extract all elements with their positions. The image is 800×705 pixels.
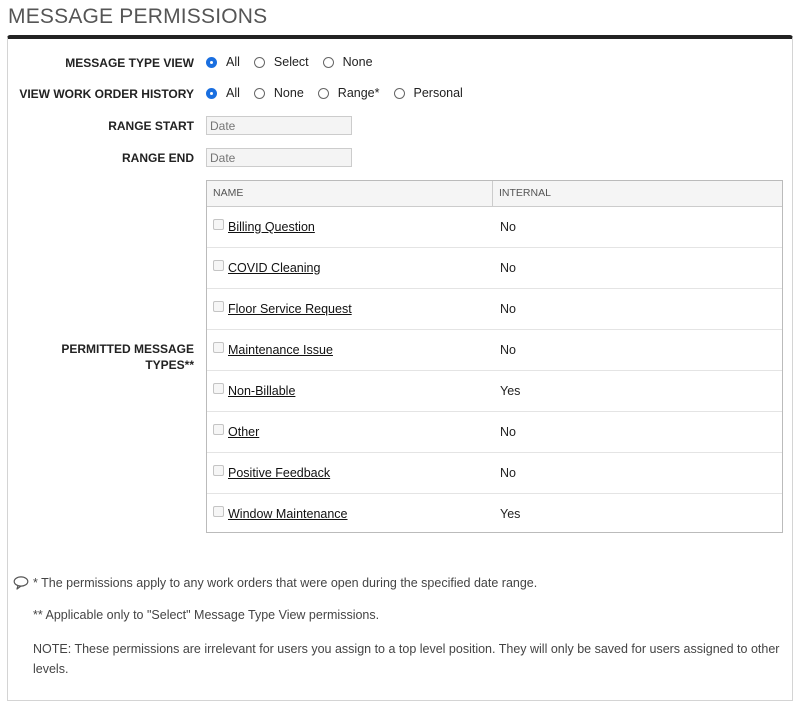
work-order-history-option-all[interactable] [206, 86, 240, 100]
table-row [207, 289, 782, 330]
radio-button[interactable] [318, 88, 329, 99]
view-work-order-history-radio-group [206, 86, 477, 100]
internal-value: No [500, 466, 516, 480]
radio-label: None [273, 86, 304, 100]
internal-value: No [500, 220, 516, 234]
radio-label: None [342, 55, 373, 69]
radio-button[interactable] [206, 57, 217, 68]
table-header [207, 181, 782, 207]
range-start-label: RANGE START [108, 119, 194, 133]
work-order-history-option-personal[interactable] [394, 86, 463, 100]
row-checkbox[interactable] [213, 219, 224, 230]
message-type-view-radio-group [206, 55, 387, 69]
message-type-link[interactable]: Non-Billable [228, 384, 296, 398]
radio-button[interactable] [323, 57, 334, 68]
table-row [207, 207, 782, 248]
column-header-internal[interactable]: INTERNAL [499, 187, 551, 199]
column-header-name[interactable]: NAME [207, 181, 493, 206]
message-type-link[interactable]: Other [228, 425, 260, 439]
range-end-input[interactable] [206, 148, 352, 167]
page-title: MESSAGE PERMISSIONS [8, 5, 268, 28]
message-types-table [206, 180, 783, 533]
message-type-view-option-all[interactable] [206, 55, 240, 69]
note-select-only: ** Applicable only to "Select" Message Type View permissions. [33, 608, 380, 622]
internal-value: No [500, 261, 516, 275]
range-end-label: RANGE END [121, 151, 194, 165]
table-row [207, 412, 782, 453]
row-checkbox[interactable] [213, 424, 224, 435]
internal-value: Yes [500, 384, 521, 398]
permitted-message-types-label-line2: TYPES** [145, 358, 194, 372]
radio-button[interactable] [254, 57, 265, 68]
message-type-link[interactable]: Billing Question [228, 220, 315, 234]
radio-label: All [226, 55, 240, 69]
speech-bubble-icon [13, 576, 29, 595]
radio-label: Range* [337, 86, 380, 100]
range-start-input[interactable] [206, 116, 352, 135]
message-type-link[interactable]: Positive Feedback [228, 466, 331, 480]
row-checkbox[interactable] [213, 465, 224, 476]
work-order-history-option-range[interactable] [318, 86, 380, 100]
radio-button[interactable] [206, 88, 217, 99]
message-type-link[interactable]: Window Maintenance [228, 507, 348, 521]
radio-button[interactable] [394, 88, 405, 99]
row-checkbox[interactable] [213, 383, 224, 394]
message-type-link[interactable]: Floor Service Request [228, 302, 352, 316]
radio-label: Personal [413, 86, 463, 100]
radio-label: Select [273, 55, 309, 69]
row-checkbox[interactable] [213, 342, 224, 353]
work-order-history-option-none[interactable] [254, 86, 304, 100]
message-type-view-option-select[interactable] [254, 55, 309, 69]
table-row [207, 330, 782, 371]
permitted-message-types-label [54, 341, 194, 373]
row-checkbox[interactable] [213, 506, 224, 517]
note-date-range: * The permissions apply to any work orders that were open during the specified date range. [33, 576, 538, 590]
message-type-view-option-none[interactable] [323, 55, 373, 69]
permitted-message-types-label-line1: PERMITTED MESSAGE [61, 342, 194, 356]
radio-label: All [226, 86, 240, 100]
table-row [207, 494, 782, 534]
radio-button[interactable] [254, 88, 265, 99]
note-top-level-line2: levels. [33, 662, 69, 676]
row-checkbox[interactable] [213, 260, 224, 271]
note-top-level [33, 639, 793, 679]
view-work-order-history-label: VIEW WORK ORDER HISTORY [19, 87, 194, 101]
internal-value: Yes [500, 507, 521, 521]
internal-value: No [500, 302, 516, 316]
internal-value: No [500, 425, 516, 439]
message-type-link[interactable]: COVID Cleaning [228, 261, 321, 275]
table-row [207, 453, 782, 494]
message-type-view-label: MESSAGE TYPE VIEW [65, 56, 194, 70]
internal-value: No [500, 343, 516, 357]
table-row [207, 371, 782, 412]
table-row [207, 248, 782, 289]
row-checkbox[interactable] [213, 301, 224, 312]
message-type-link[interactable]: Maintenance Issue [228, 343, 333, 357]
note-top-level-line1: NOTE: These permissions are irrelevant for users you assign to a top level position. They will only be saved for users assigned to other [33, 642, 780, 656]
